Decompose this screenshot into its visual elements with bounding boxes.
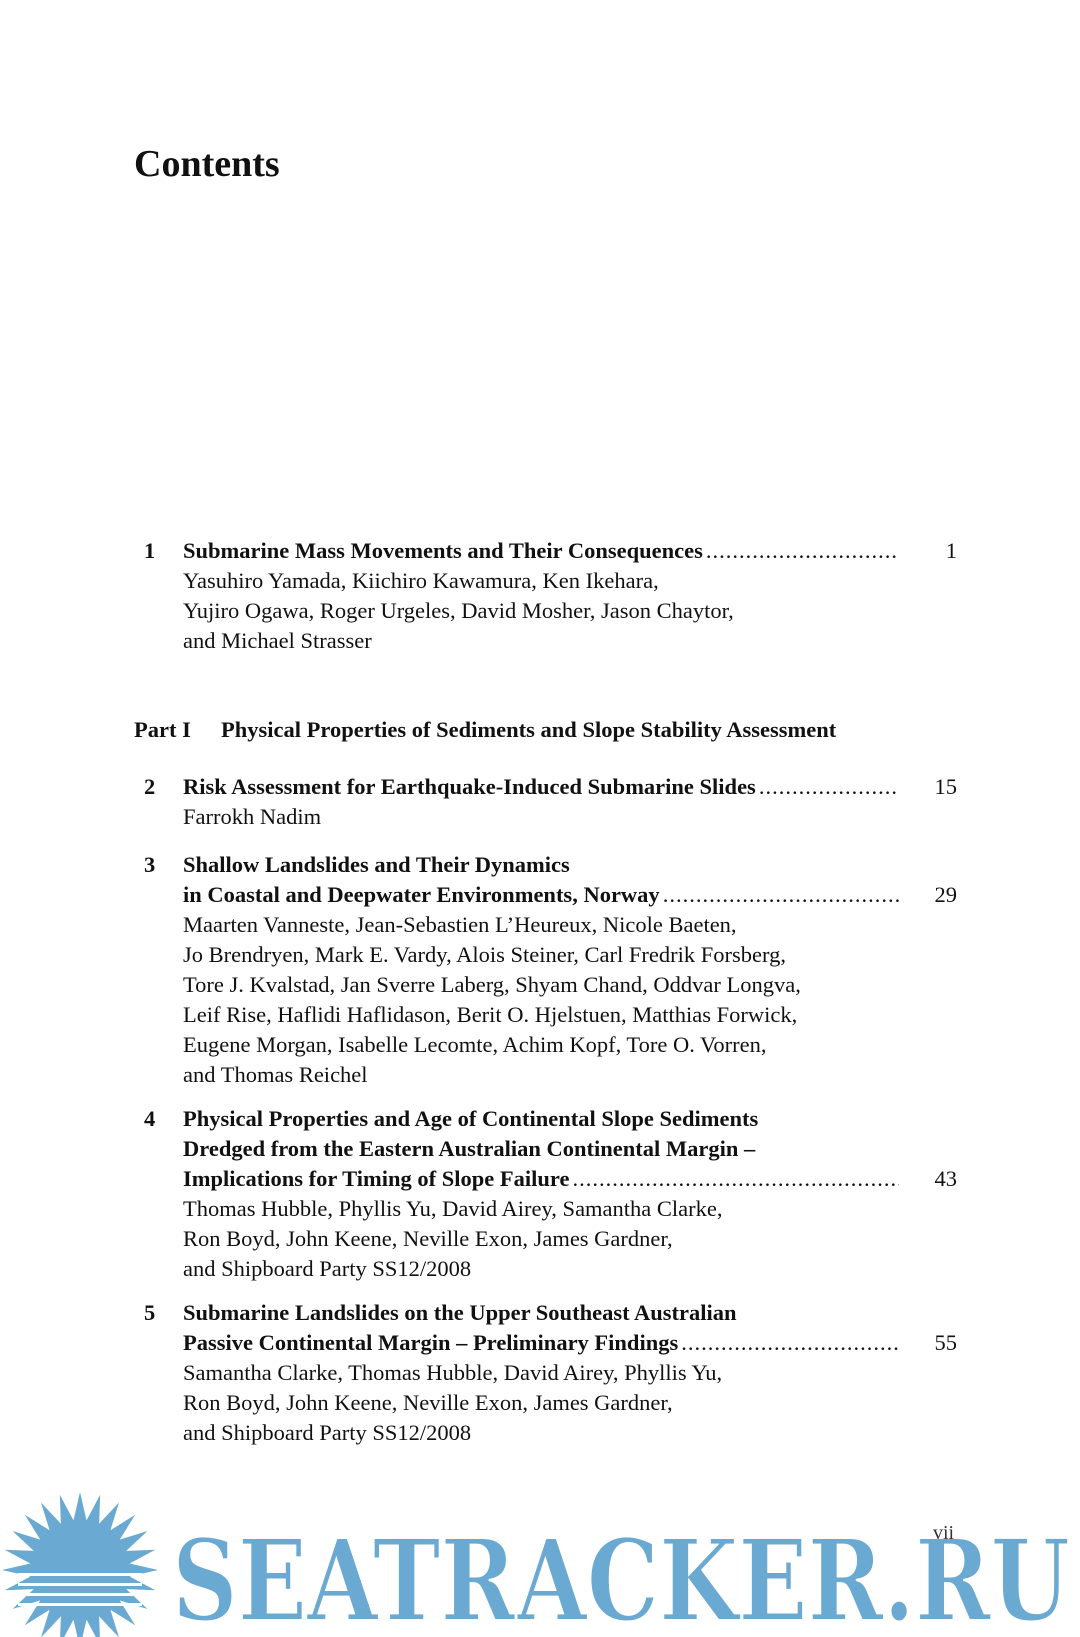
page-number[interactable]: 55 [934,1330,957,1355]
author-line: Maarten Vanneste, Jean-Sebastien L’Heureux, Nicole Baeten, [183,912,737,937]
author-line: Ron Boyd, John Keene, Neville Exon, James Gardner, [183,1226,673,1251]
author-line: Samantha Clarke, Thomas Hubble, David Airey, Phyllis Yu, [183,1360,723,1385]
chapter-title-line[interactable]: Dredged from the Eastern Australian Continental Margin – [183,1136,756,1161]
author-line: Yujiro Ogawa, Roger Urgeles, David Mosher, Jason Chaytor, [183,598,734,623]
watermark-text: SEATRACKER.RU [172,1516,1070,1637]
dot-leader [759,772,899,802]
chapter-title[interactable]: in Coastal and Deepwater Environments, Norway [183,882,660,907]
dot-leader [573,1164,900,1194]
chapter-title-line[interactable]: Shallow Landslides and Their Dynamics [183,852,570,877]
dot-leader [706,536,899,566]
author-line: Yasuhiro Yamada, Kiichiro Kawamura, Ken Ikehara, [183,568,659,593]
author-line: Jo Brendryen, Mark E. Vardy, Alois Steiner, Carl Fredrik Forsberg, [183,942,786,967]
chapter-authors [183,1358,903,1448]
author-line: and Shipboard Party SS12/2008 [183,1256,472,1281]
author-line: Farrokh Nadim [183,804,322,829]
chapter-title[interactable]: Risk Assessment for Earthquake-Induced Submarine Slides [183,774,756,799]
author-line: Thomas Hubble, Phyllis Yu, David Airey, Samantha Clarke, [183,1196,723,1221]
author-line: Tore J. Kvalstad, Jan Sverre Laberg, Shyam Chand, Oddvar Longva, [183,972,801,997]
author-line: and Thomas Reichel [183,1062,368,1087]
part-heading [134,715,836,745]
chapter-authors [183,1194,903,1284]
chapter-authors [183,910,903,1090]
chapter-number: 5 [144,1300,156,1325]
chapter-authors [183,566,903,656]
chapter-number: 3 [144,852,156,877]
chapter-number: 4 [144,1106,156,1131]
author-line: Eugene Morgan, Isabelle Lecomte, Achim Kopf, Tore O. Vorren, [183,1032,767,1057]
chapter-title[interactable]: Submarine Mass Movements and Their Consequences [183,538,703,563]
part-label: Part I [134,717,191,742]
page-number[interactable]: 43 [934,1166,957,1191]
watermark [0,1493,1080,1637]
page-number[interactable]: 15 [934,774,957,799]
chapter-title[interactable]: Passive Continental Margin – Preliminary Findings [183,1330,679,1355]
page-title: Contents [134,143,280,185]
page-number[interactable]: 1 [945,538,957,563]
part-title: Physical Properties of Sediments and Slope Stability Assessment [221,717,837,742]
chapter-title-line[interactable]: Submarine Landslides on the Upper Southeast Australian [183,1300,737,1325]
chapter-authors [183,802,903,832]
dot-leader [681,1328,899,1358]
dot-leader [663,880,899,910]
chapter-number: 2 [144,774,156,799]
chapter-number: 1 [144,538,156,563]
author-line: and Shipboard Party SS12/2008 [183,1420,472,1445]
page-number[interactable]: 29 [934,882,957,907]
sun-icon [2,1493,158,1637]
author-line: Ron Boyd, John Keene, Neville Exon, James Gardner, [183,1390,673,1415]
folio-page-number: vii [933,1522,955,1544]
author-line: Leif Rise, Haflidi Haflidason, Berit O. Hjelstuen, Matthias Forwick, [183,1002,798,1027]
chapter-title-line[interactable]: Physical Properties and Age of Continental Slope Sediments [183,1106,759,1131]
chapter-title[interactable]: Implications for Timing of Slope Failure [183,1166,570,1191]
author-line: and Michael Strasser [183,628,372,653]
